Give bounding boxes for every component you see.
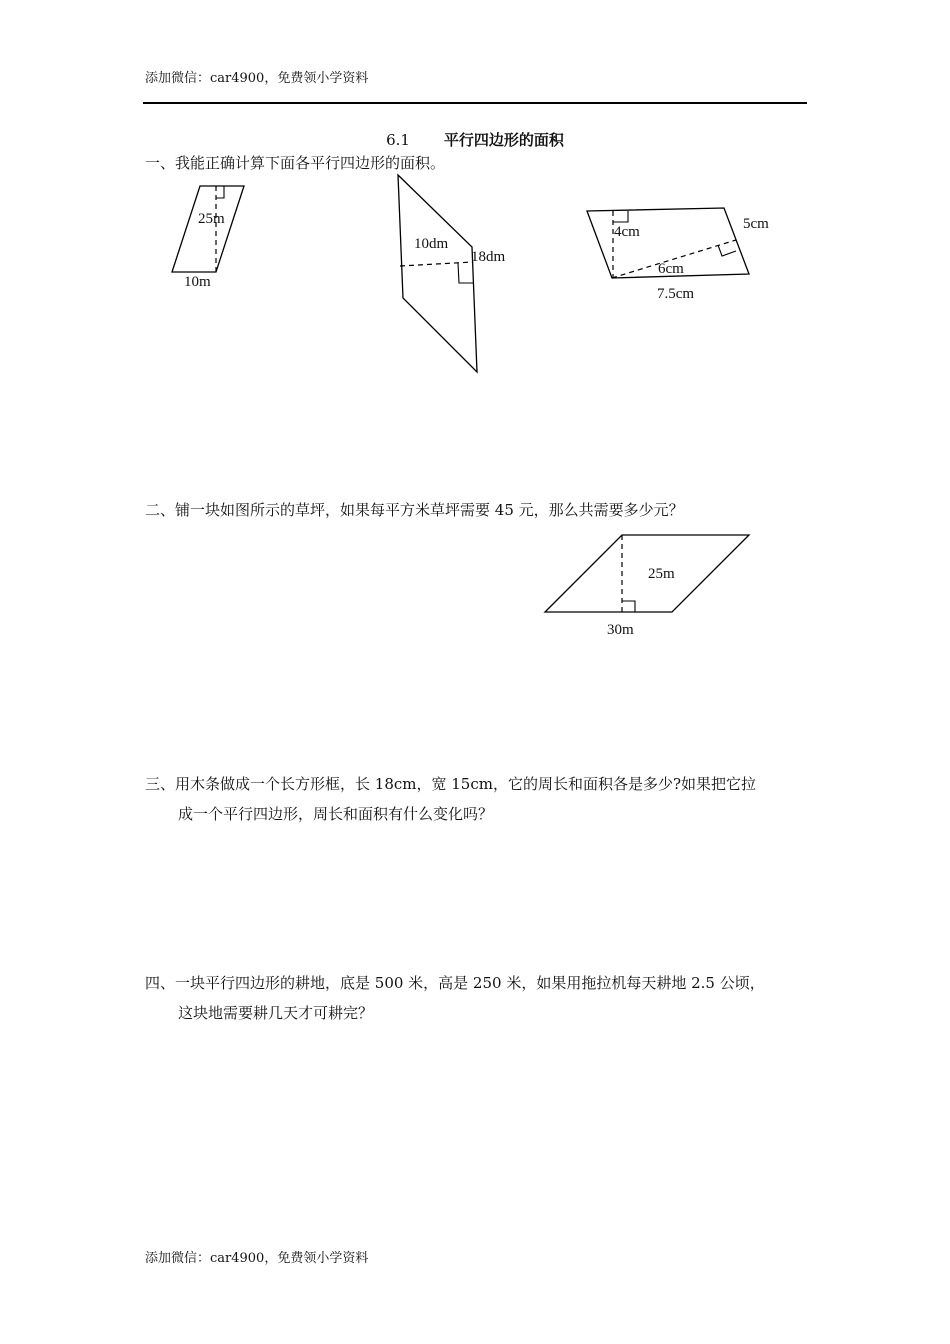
figure-2-outline: [398, 175, 477, 372]
figure-4-right-angle: [622, 601, 635, 612]
figure-3-right-angle-2: [718, 245, 736, 256]
question-2-figure: [0, 520, 950, 650]
question-2-text: 二、铺一块如图所示的草坪，如果每平方米草坪需要 45 元，那么共需要多少元？: [145, 501, 684, 519]
figure-2-right-angle: [458, 263, 474, 283]
header-text: 添加微信：car4900，免费领小学资料: [145, 71, 369, 86]
figure-1-outline: [172, 186, 244, 272]
figure-4-height-label: 25m: [648, 566, 675, 582]
figure-4-parallelogram: [545, 535, 749, 638]
figure-3-right-angle-1: [613, 211, 628, 222]
question-3-line-2: 成一个平行四边形，周长和面积有什么变化吗？: [178, 805, 494, 823]
figure-3-side-label: 5cm: [743, 216, 769, 232]
figure-1-parallelogram: [172, 186, 244, 290]
figure-4-outline: [545, 535, 749, 612]
question-4-line-1: 四、一块平行四边形的耕地，底是 500 米，高是 250 米，如果用拖拉机每天耕地 2.5 公顷，: [145, 974, 765, 992]
footer-text: 添加微信：car4900，免费领小学资料: [145, 1251, 369, 1266]
figure-4-base-label: 30m: [607, 622, 634, 638]
figure-1-right-angle: [216, 186, 224, 198]
question-1-text: 一、我能正确计算下面各平行四边形的面积。: [145, 154, 446, 172]
figure-2-parallelogram: [398, 175, 506, 372]
question-4-line-2: 这块地需要耕几天才可耕完？: [178, 1004, 374, 1022]
figure-3-base-label: 7.5cm: [657, 286, 695, 302]
figure-1-base-label: 10m: [184, 274, 211, 290]
title-number: 6.1: [386, 131, 410, 149]
figure-3-height-1-label: 4cm: [614, 224, 640, 240]
question-4: [145, 968, 765, 1028]
figure-2-height-label: 18dm: [471, 249, 506, 265]
figure-2-height-line: [400, 262, 473, 266]
figure-3-parallelogram: [587, 208, 769, 302]
question-1-figures: [0, 0, 950, 420]
question-3: [145, 769, 756, 829]
figure-1-height-label: 25m: [198, 211, 225, 227]
title-text: 平行四边形的面积: [443, 131, 564, 149]
question-3-line-1: 三、用木条做成一个长方形框，长 18cm，宽 15cm，它的周长和面积各是多少?如果把它拉: [145, 775, 757, 793]
figure-2-side-label: 10dm: [414, 236, 449, 252]
figure-3-height-2-label: 6cm: [658, 261, 684, 277]
